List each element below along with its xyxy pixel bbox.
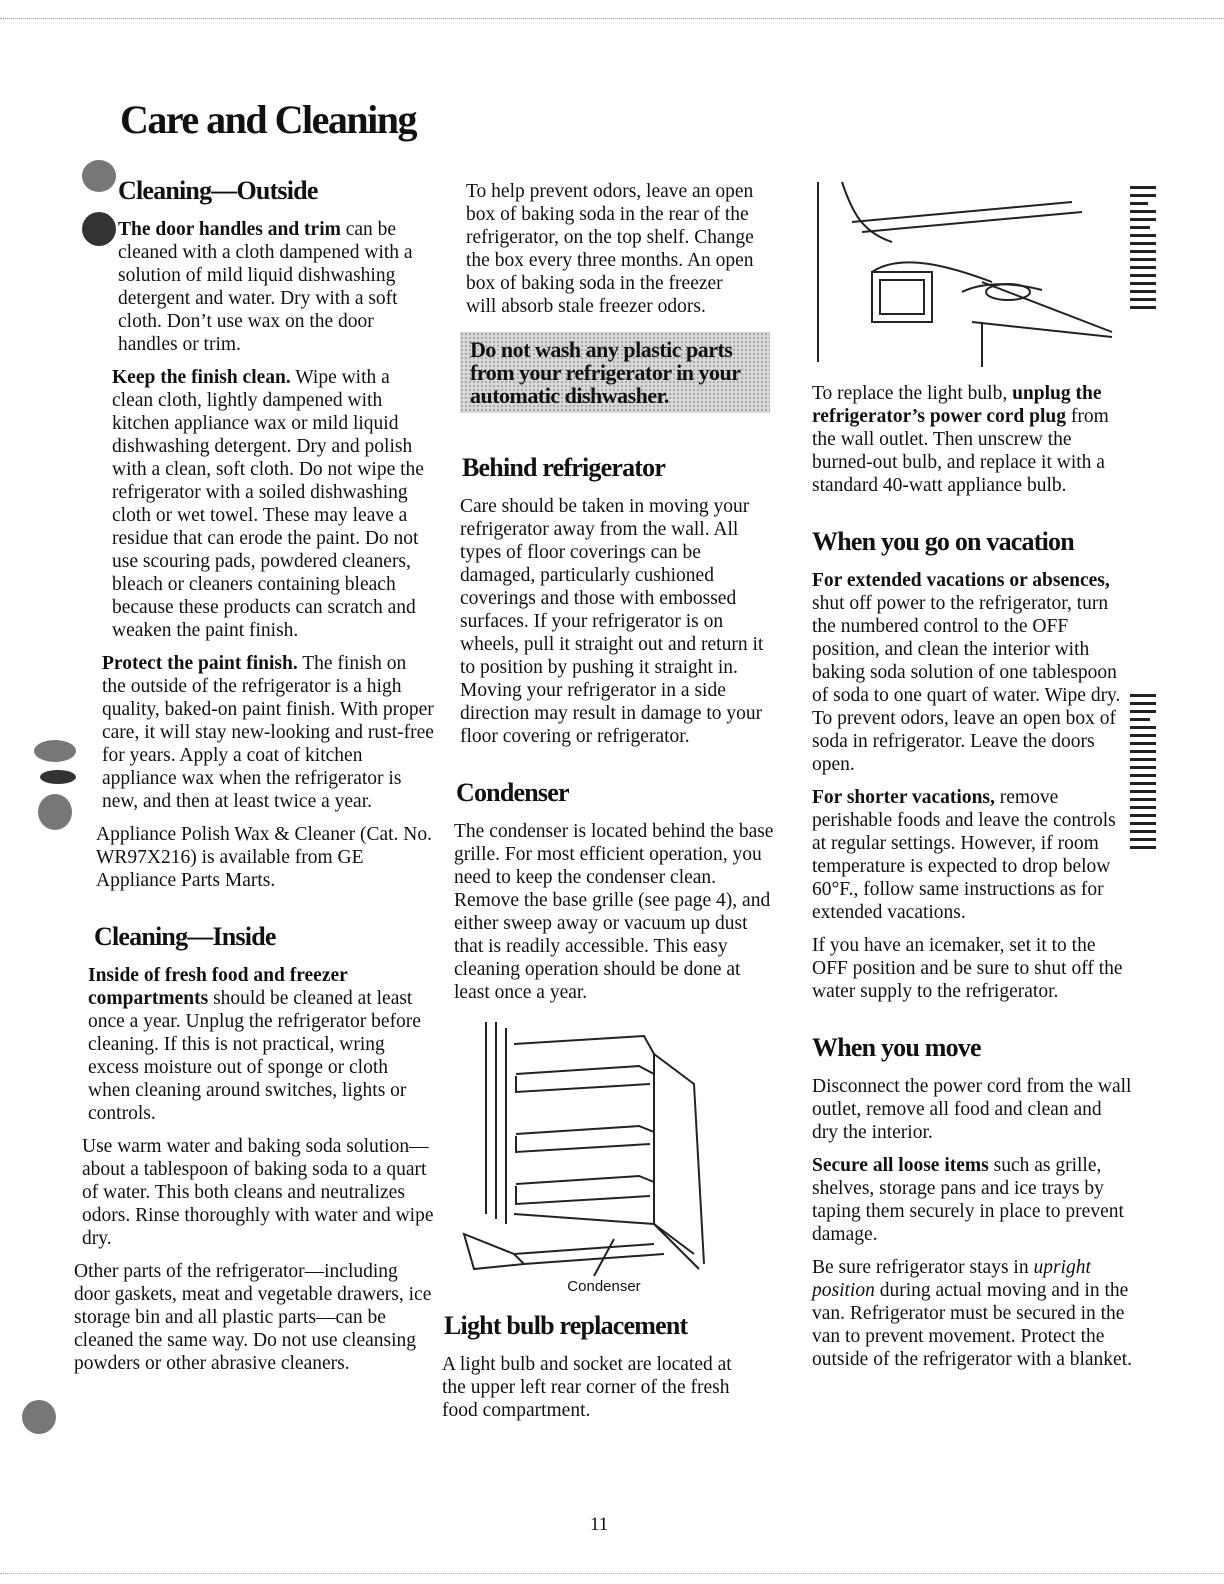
text-shorter-vacations: remove perishable foods and leave the controls at regular settings. However, if room temperature is expected to drop below 60°F., follow same instructions as for extended vacations.	[812, 787, 1116, 923]
binder-hole-mark	[38, 794, 72, 830]
text-door-handles: can be cleaned with a cloth dampened with a solution of mild liquid dishwashing detergent and water. Dry with a soft cloth. Don’t use wax on the door handles or trim.	[118, 219, 413, 355]
light-bulb-illustration	[812, 172, 1122, 372]
paragraph-icemaker: If you have an icemaker, set it to the OFF position and be sure to shut off the water supply to the refrigerator.	[812, 935, 1123, 1002]
paragraph-door-handles	[118, 218, 434, 356]
text-upright-italic: upright position	[812, 1257, 1091, 1301]
paragraph-warm-water: Use warm water and baking soda solution—about a tablespoon of baking soda to a quart of water. This both cleans and neutralizes odors. Rinse thoroughly with water and wipe dry.	[82, 1136, 434, 1249]
scan-top-border	[0, 0, 1224, 19]
text-replace-bulb-bold: unplug the refrigerator’s power cord plug	[812, 383, 1102, 427]
paragraph-protect-paint	[102, 652, 434, 813]
lead-inside-compartments: Inside of fresh food and freezer compartments	[88, 965, 348, 1009]
lead-door-handles: The door handles and trim	[118, 219, 341, 240]
column-right	[812, 172, 1132, 1381]
column-left	[74, 176, 434, 1385]
lead-protect-paint: Protect the paint finish.	[102, 653, 298, 674]
text-replace-bulb-a: To replace the light bulb,	[812, 383, 1013, 404]
binder-hole-mark	[34, 740, 76, 762]
paragraph-shorter-vacations	[812, 786, 1132, 924]
scan-bottom-border	[0, 1573, 1224, 1584]
page-number: 11	[590, 1514, 609, 1535]
paragraph-keep-finish-clean	[112, 366, 434, 642]
text-inside-compartments: should be cleaned at least once a year. Unplug the refrigerator before cleaning. If this is not practical, wring excess moisture out of sponge or cloth when cleaning around switches, lights or controls.	[88, 988, 421, 1124]
condenser-caption: Condenser	[567, 1278, 641, 1295]
paragraph-behind-refrigerator: Care should be taken in moving your refrigerator away from the wall. All types of floor coverings can be damaged, particularly cushioned coverings and those with embossed surfaces. If your refrigerator is on wheels, pull it straight out and return it to position by pushing it straight in. Moving your refrigerator in a side direction may result in damage to your floor covering or refrigerator.	[460, 496, 764, 747]
text-extended-vacations: shut off power to the refrigerator, turn the numbered control to the OFF position, and clean the interior with baking soda solution of one tablespoon of soda to one quart of water. Wipe dry. To prevent odors, leave an open box of soda in refrigerator. Leave the doors open.	[812, 593, 1121, 775]
lead-shorter-vacations: For shorter vacations,	[812, 787, 995, 808]
paragraph-polish-wax: Appliance Polish Wax & Cleaner (Cat. No. WR97X216) is available from GE Appliance Parts Marts.	[96, 824, 433, 891]
heading-condenser: Condenser	[456, 778, 569, 807]
binder-hole-mark	[40, 770, 76, 784]
lead-extended-vacations: For extended vacations or absences,	[812, 570, 1110, 591]
lead-keep-finish-clean: Keep the finish clean.	[112, 367, 291, 388]
column-middle	[442, 180, 774, 1432]
text-protect-paint: The finish on the outside of the refrigerator is a high quality, baked-on paint finish. With proper care, it will stay new-looking and rust-free for years. Apply a coat of kitchen appliance wax when the refrigerator is new, and then at least twice a year.	[102, 653, 434, 812]
text-keep-finish-clean: Wipe with a clean cloth, lightly dampened with kitchen appliance wax or mild liquid dishwashing detergent. Dry and polish with a clean, soft cloth. Do not wipe the refrigerator with a soiled dishwashing cloth or wet towel. These may leave a residue that can erode the paint. Do not use scouring pads, powdered cleaners, bleach or cleaners containing bleach because these products can scratch and weaken the paint finish.	[112, 367, 424, 641]
paragraph-prevent-odors: To help prevent odors, leave an open box of baking soda in the rear of the refrigerator, on the top shelf. Change the box every three months. An open box of baking soda in the freezer will absorb stale freezer odors.	[466, 181, 754, 317]
text-upright-a: Be sure refrigerator stays in	[812, 1257, 1034, 1278]
heading-cleaning-outside: Cleaning—Outside	[118, 176, 318, 205]
condenser-illustration	[454, 1014, 754, 1284]
paragraph-other-parts: Other parts of the refrigerator—including door gaskets, meat and vegetable drawers, ice storage bin and all plastic parts—can be cleaned the same way. Do not use cleansing powders or other abrasive cleaners.	[74, 1261, 432, 1374]
paragraph-condenser: The condenser is located behind the base grille. For most efficient operation, you need to keep the condenser clean. Remove the base grille (see page 4), and either sweep away or vacuum up dust that is readily accessible. This easy cleaning operation should be done at least once a year.	[454, 821, 774, 1003]
paragraph-replace-bulb	[812, 382, 1132, 497]
edge-tab-marks	[1130, 694, 1156, 854]
heading-cleaning-inside: Cleaning—Inside	[94, 922, 276, 951]
text-secure-items: such as grille, shelves, storage pans and ice trays by taping them securely in place to prevent damage.	[812, 1155, 1124, 1245]
paragraph-secure-items	[812, 1154, 1132, 1246]
lead-secure-items: Secure all loose items	[812, 1155, 989, 1176]
paragraph-extended-vacations	[812, 569, 1132, 776]
text-replace-bulb-b: from the wall outlet. Then unscrew the burned-out bulb, and replace it with a standard 40-watt appliance bulb.	[812, 406, 1109, 496]
paragraph-light-bulb: A light bulb and socket are located at the upper left rear corner of the fresh food compartment.	[442, 1354, 732, 1421]
paragraph-disconnect: Disconnect the power cord from the wall outlet, remove all food and clean and dry the interior.	[812, 1076, 1132, 1143]
edge-tab-marks	[1130, 186, 1156, 314]
paragraph-inside-compartments	[88, 964, 434, 1125]
text-upright-b: during actual moving and in the van. Refrigerator must be secured in the van to prevent movement. Protect the outside of the refrigerator with a blanket.	[812, 1280, 1133, 1370]
page-title: Care and Cleaning	[120, 97, 417, 142]
warning-callout: Do not wash any plastic parts from your refrigerator in your automatic dishwasher.	[460, 332, 770, 413]
heading-vacation: When you go on vacation	[812, 527, 1074, 556]
heading-move: When you move	[812, 1033, 981, 1062]
paragraph-upright	[812, 1256, 1132, 1371]
heading-light-bulb: Light bulb replacement	[444, 1311, 688, 1340]
binder-hole-mark	[22, 1400, 56, 1434]
heading-behind-refrigerator: Behind refrigerator	[462, 453, 666, 482]
